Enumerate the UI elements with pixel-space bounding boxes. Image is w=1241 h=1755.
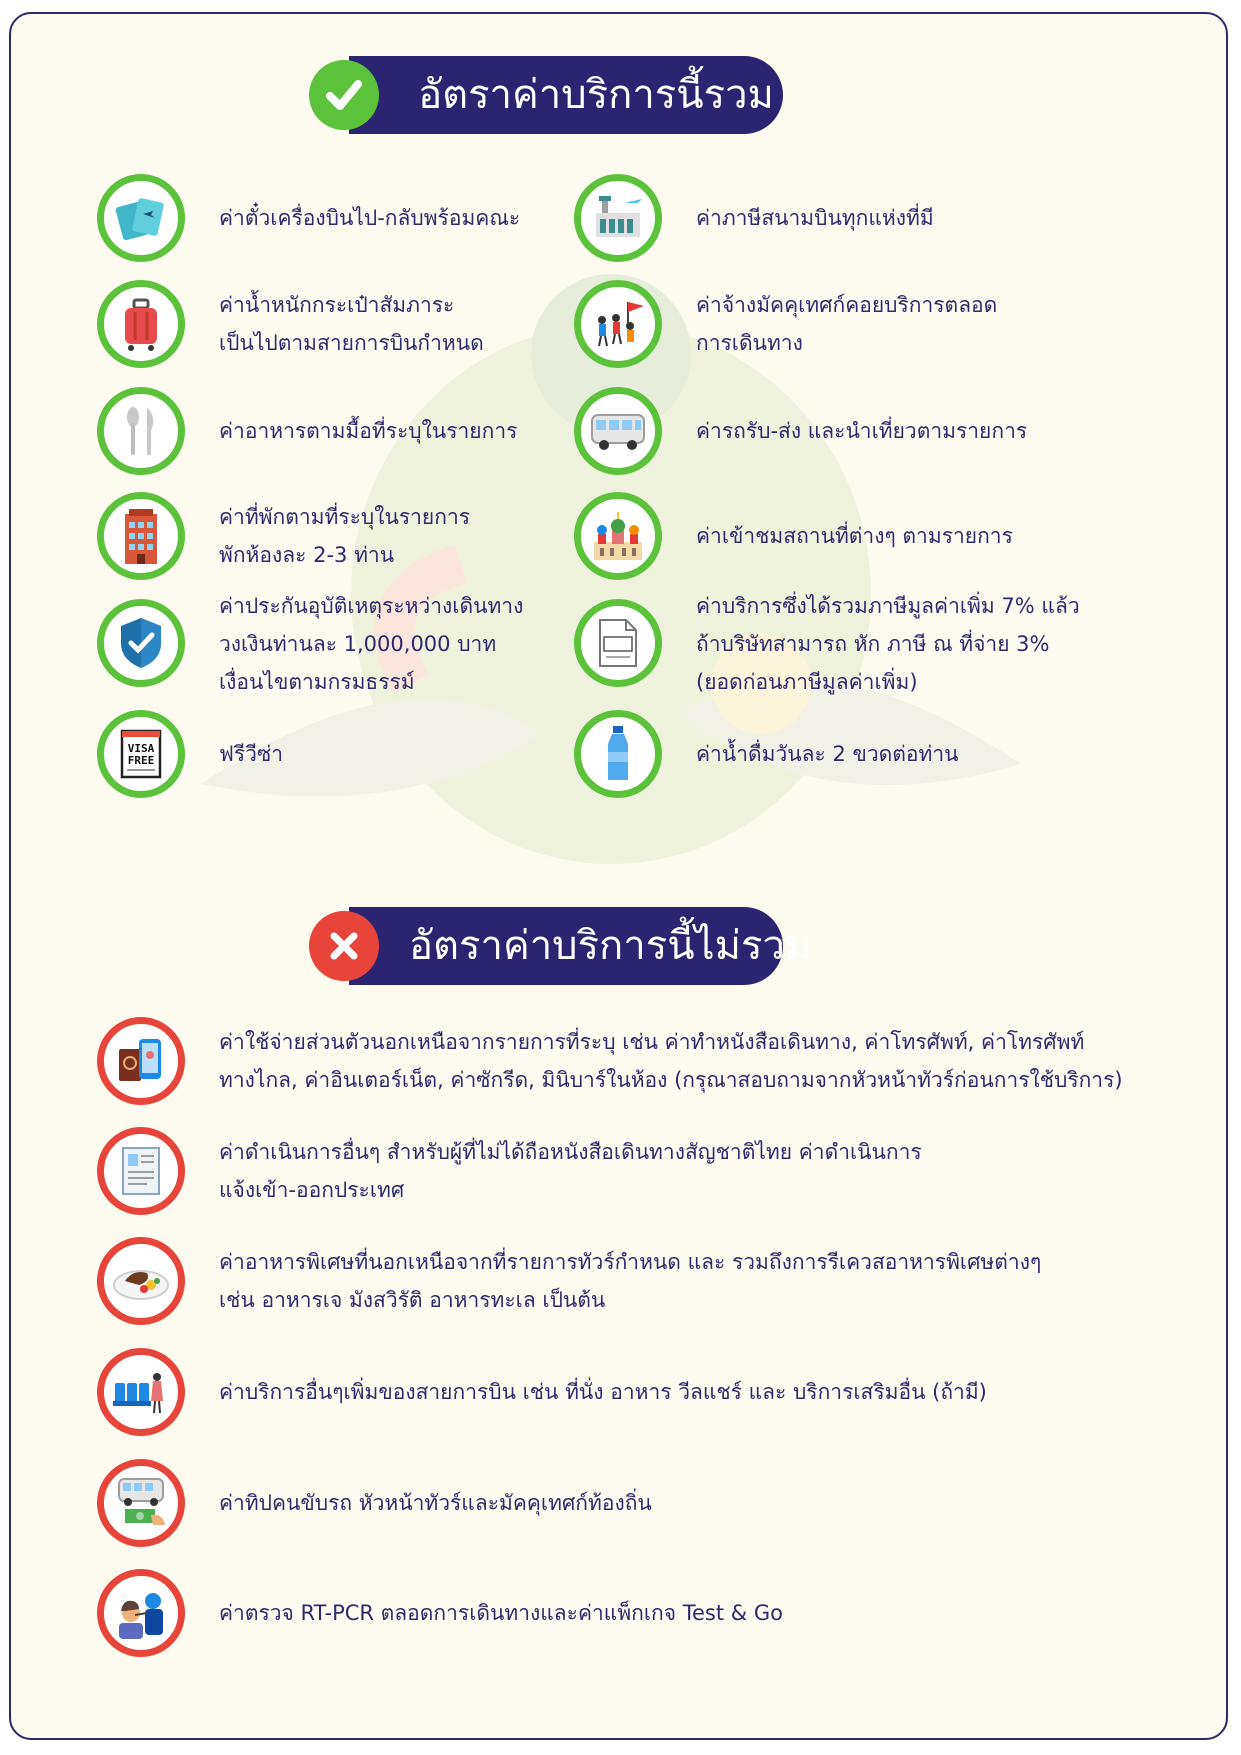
airport-icon [574, 174, 662, 262]
item-text: ค่าบริการซึ่งได้รวมภาษีมูลค่าเพิ่ม 7% แล้ว [696, 594, 1080, 618]
item-text: ค่าอาหารพิเศษที่นอกเหนือจากที่รายการทัวร์กำหนด และ รวมถึงการรีเควสอาหารพิเศษต่างๆ [219, 1250, 1042, 1274]
pcr-test-icon [97, 1569, 185, 1657]
item-text: เช่น อาหารเจ มังสวิรัติ อาหารทะเล เป็นต้น [219, 1288, 606, 1312]
item-text: ฟรีวีซ่า [219, 742, 283, 766]
document-icon [97, 1127, 185, 1215]
included-banner [309, 56, 783, 134]
shield-check-icon [97, 599, 185, 687]
excluded-banner [309, 907, 812, 985]
special-meal-icon [97, 1237, 185, 1325]
item-text: ถ้าบริษัทสามารถ หัก ภาษี ณ ที่จ่าย 3% [696, 632, 1050, 656]
passport-phone-icon [97, 1017, 185, 1105]
item-text: การเดินทาง [696, 331, 803, 355]
item-text: ค่าบริการอื่นๆเพิ่มของสายการบิน เช่น ที่นั่ง อาหาร วีลแชร์ และ บริการเสริมอื่น (ถ้ามี) [219, 1380, 987, 1404]
excluded-title: อัตราค่าบริการนี้ไม่รวม [349, 907, 783, 985]
tour-guide-icon [574, 280, 662, 368]
item-text: ค่าน้ำดื่มวันละ 2 ขวดต่อท่าน [696, 742, 959, 766]
item-text: ค่าที่พักตามที่ระบุในรายการ [219, 505, 471, 529]
hotel-icon [97, 492, 185, 580]
item-text: แจ้งเข้า-ออกประเทศ [219, 1178, 405, 1202]
item-text: ค่ารถรับ-ส่ง และนำเที่ยวตามรายการ [696, 419, 1028, 443]
water-bottle-icon [574, 710, 662, 798]
ticket-icon [97, 174, 185, 262]
check-icon [309, 60, 379, 130]
item-text: ค่าดำเนินการอื่นๆ สำหรับผู้ที่ไม่ได้ถือหนังสือเดินทางสัญชาติไทย ค่าดำเนินการ [219, 1140, 922, 1164]
fork-knife-icon [97, 387, 185, 475]
item-text: ค่าอาหารตามมื้อที่ระบุในรายการ [219, 419, 518, 443]
item-text: พักห้องละ 2-3 ท่าน [219, 543, 395, 567]
item-text: ค่าตั๋วเครื่องบินไป-กลับพร้อมคณะ [219, 206, 521, 230]
item-text: เป็นไปตามสายการบินกำหนด [219, 331, 484, 355]
cross-icon [309, 911, 379, 981]
airplane-seat-icon [97, 1348, 185, 1436]
tax-document-icon [574, 599, 662, 687]
item-text: ค่าภาษีสนามบินทุกแห่งที่มี [696, 206, 934, 230]
visa-free-icon [97, 710, 185, 798]
item-text: ค่าเข้าชมสถานที่ต่างๆ ตามรายการ [696, 524, 1013, 548]
item-text: ค่าน้ำหนักกระเป๋าสัมภาระ [219, 293, 455, 317]
item-text: ค่าจ้างมัคคุเทศก์คอยบริการตลอด [696, 293, 998, 317]
bus-icon [574, 387, 662, 475]
item-text: ค่าทิปคนขับรถ หัวหน้าทัวร์และมัคคุเทศก์ท้องถิ่น [219, 1491, 652, 1515]
item-text: ค่าประกันอุบัติเหตุระหว่างเดินทาง [219, 594, 524, 618]
included-title: อัตราค่าบริการนี้รวม [349, 56, 783, 134]
visa-icon-text: VISA [127, 742, 155, 755]
free-icon-text: FREE [127, 754, 155, 767]
landmark-icon [574, 492, 662, 580]
item-text: (ยอดก่อนภาษีมูลค่าเพิ่ม) [696, 670, 918, 694]
item-text: ค่าใช้จ่ายส่วนตัวนอกเหนือจากรายการที่ระบุ เช่น ค่าทำหนังสือเดินทาง, ค่าโทรศัพท์, ค่าโทรศัพท์ [219, 1030, 1085, 1054]
page-frame [9, 12, 1228, 1740]
item-text: เงื่อนไขตามกรมธรรม์ [219, 670, 415, 694]
item-text: วงเงินท่านละ 1,000,000 บาท [219, 632, 497, 656]
luggage-icon [97, 280, 185, 368]
tip-money-icon [97, 1459, 185, 1547]
item-text: ทางไกล, ค่าอินเตอร์เน็ต, ค่าซักรีด, มินิบาร์ในห้อง (กรุณาสอบถามจากหัวหน้าทัวร์ก่อนการใช้บริการ) [219, 1068, 1123, 1092]
item-text: ค่าตรวจ RT-PCR ตลอดการเดินทางและค่าแพ็กเกจ Test & Go [219, 1601, 783, 1625]
